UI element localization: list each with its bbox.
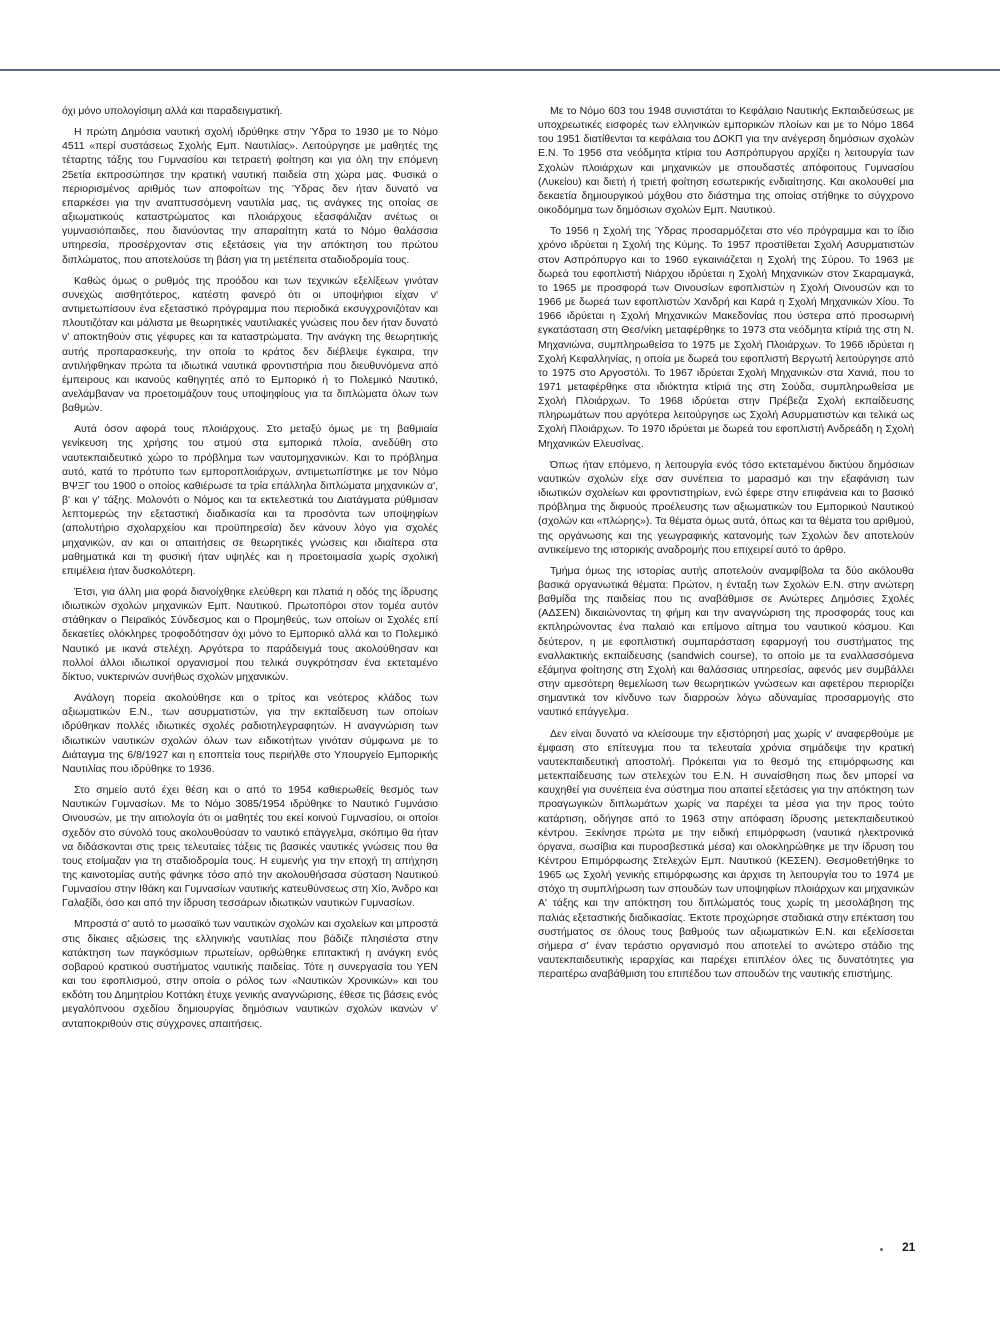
paragraph: Το 1956 η Σχολή της Ύδρας προσαρμόζεται στο νέο πρόγραμμα και το ίδιο χρόνο ιδρύεται η Σχολή της Κύμης. Το 1957 προστίθεται Σχολή Ασυρματιστών στον Ασπρόπυργο και το 1960 εγκαινιάζεται η Σχολή της Σύρου. Το 1963 με δωρεά του εφοπλιστή Νιάρχου ιδρύεται η Σχολή Μηχανικών στον Σκαραμαγκά, το 1965 με προσφορά των Οινουσίων εφοπλιστών η Σχολή Οινουσών και το 1966 με δωρεά των εφοπλιστών Χανδρή και Καρά η Σχολή Μηχανικών Χίου. Το 1966 ιδρύεται η Σχολή Μηχανικών Μακεδονίας που ύστερα από προσωρινή εγκατάσταση στη Θεσ/νίκη μεταφέρθηκε το 1973 στα νεόδμητα κτίριά της στη Ν. Μηχανιώνα, συμπληρωθείσα το 1975 με Σχολή Πλοιάρχων. Το 1966 ιδρύεται η Σχολή Κεφαλληνίας, η οποία με δωρεά του εφοπλιστή Βεργωτή λειτούργησε από το 1975 στο Αργοστόλι. Το 1967 ιδρύεται Σχολή Μηχανικών στα Χανιά, που το 1971 μεταφέρθηκε στα ιδιόκτητα κτίριά της στη Σούδα, συμπληρωθείσα με Σχολή Πλοιάρχων. Το 1968 ιδρύεται στην Πρέβεζα Σχολή εκπαίδευσης πληρωμάτων που αργότερα λειτούργησε ως Σχολή Ασυρματιστών και τελικά ως Σχολή Πλοιάρχων. Το 1970 ιδρύεται με δωρεά του εφοπλιστή Ανδρεάδη η Σχολή Μηχανικών Ελευσίνας. — [538, 225, 914, 450]
left-text-column — [62, 104, 438, 1038]
right-text-column — [538, 104, 914, 988]
paragraph: Όπως ήταν επόμενο, η λειτουργία ενός τόσο εκτεταμένου δικτύου δημόσιων ναυτικών σχολών είχε σαν συνέπεια το μαρασμό και την εξαφάνιση των ιδιωτικών σχολείων και φροντιστηρίων, ενώ έφερε στην επιφάνεια και το βασικό πρόβλημα της διφυούς προέλευσης των αξιωματικών του Εμπορικού Ναυτικού (σχολών και «πλώρης»). Τα θέματα όμως αυτά, όπως και τα θέματα του αριθμού, της οργάνωσης και της γεωγραφικής κατανομής των Σχολών δεν αποτελούν αντικείμενο της ιστορικής αναδρομής που επιχειρεί αυτό το άρθρο. — [538, 458, 914, 556]
paragraph: Στο σημείο αυτό έχει θέση και ο από το 1954 καθιερωθείς θεσμός των Ναυτικών Γυμνασίων. Με το Νόμο 3085/1954 ιδρύθηκε το Ναυτικό Γυμνάσιο Οινουσών, με την αιτιολογία ότι οι μαθητές του εκεί κοινού Γυμνασίου, οι οποίοι σχεδόν στο σύνολό τους ακολουθούσαν το ναυτικό επάγγελμα, σκόπιμο θα ήταν να διδάσκονται στις τρεις τελευταίες τάξεις τις βασικές ναυτικές γνώσεις που θα τους ετοίμαζαν για τη σταδιοδρομία τους. Η ευμενής για την εποχή τη απήχηση της καινοτομίας αυτής φάνηκε τόσο από την ακολουθήσασα σύσταση Ναυτικού Γυμνασίου στην Ιθάκη και Γυμνασίων ναυτικής κατευθύνσεως στη Χίο, Άνδρο και Γαλαξίδι, όσο και από την ίδρυση τεσσάρων ιδιωτικών ναυτικών Γυμνασίων. — [62, 784, 438, 910]
paragraph: Έτσι, για άλλη μια φορά διανοίχθηκε ελεύθερη και πλατιά η οδός της ίδρυσης ιδιωτικών σχολών μηχανικών Εμπ. Ναυτικού. Πρωτοπόροι στον τομέα αυτόν στάθηκαν ο Πειραϊκός Σύνδεσμος και ο Προμηθεύς, των οποίων οι Σχολές επί δεκαετίες ολόκληρες τροφοδότησαν όχι μόνο το Εμπορικό αλλά και το Πολεμικό Ναυτικό με ικανά στελέχη. Αργότερα το παράδειγμά τους ακολούθησαν και πολλοί άλλοι ιδιωτικοί οργανισμοί που τελικά συγκρότησαν ένα εκτεταμένο δίκτυο, νυκτερινών συνήθως σχολών μηχανικών. — [62, 586, 438, 683]
paragraph: Μπροστά σ' αυτό το μωσαϊκό των ναυτικών σχολών και σχολείων και μπροστά στις δίκαιες αξιώσεις της ελληνικής ναυτιλίας που βάδιζε πλησιέστα στην κατάκτηση των παγκόσμιων πρωτείων, ορθώθηκε επιτακτική η ανάγκη ενός σοβαρού κρατικού συστήματος ναυτικής παιδείας. Τότε η συνεργασία του ΥΕΝ και του εφοπλισμού, στην οποία ο ρόλος των «Ναυτικών Χρονικών» και του εκδότη του Δημητρίου Κοττάκη έτυχε γενικής αναγνώρισης, έθεσε τις βάσεις ενός μεγαλόπνοου σχεδίου δημιουργίας δημόσιων ναυτικών σχολών ικανών ν' ανταποκριθούν στις σύγχρονες απαιτήσεις. — [62, 918, 438, 1030]
paragraph: Η πρώτη Δημόσια ναυτική σχολή ιδρύθηκε στην Ύδρα το 1930 με το Νόμο 4511 «περί συστάσεως Σχολής Εμπ. Ναυτιλίας». Λειτούργησε με μαθητές της τέταρτης τάξης του Γυμνασίου και τετραετή φοίτηση και για όλη την επόμενη 25ετία εκπροσώπησε την κρατική ναυτική παιδεία στη χώρα μας. Φυσικά ο περιορισμένος αριθμός των αποφοίτων της Ύδρας δεν ήταν δυνατό να επαρκέσει για την αναπτυσσόμενη ναυτιλία μας, τις ανάγκες της οποίας σε αξιωματικούς καταστρώματος και πλοιάρχους εξασφάλιζαν ανέτως οι γυμνασιόπαιδες, που διανύοντας την απαραίτητη κατά το Νόμο θαλάσσια υπηρεσία, προσέρχονταν στις εξετάσεις για την απόκτηση του πρώτου διπλώματος, που αποτελούσε τη βάση για τη μετέπειτα σταδιοδρομία τους. — [62, 126, 438, 266]
page-marker-dot — [880, 1248, 883, 1251]
paragraph: Αυτά όσον αφορά τους πλοιάρχους. Στο μεταξύ όμως με τη βαθμιαία γενίκευση της χρήσης του ατμού στα εμπορικά πλοία, ανεδύθη στο ναυτεκπαιδευτικό χώρο το πρόβλημα των ναυτομηχανικών. Και το πρόβλημα αυτό, κατά το πρότυπο των εμποροπλοιάρχων, αντιμετωπίστηκε με τον Νόμο ΒΨΞΓ του 1900 ο οποίος καθιέρωσε τα τρία επάλληλα διπλώματα μηχανικών α', β' και γ' τάξης. Μολονότι ο Νόμος και τα εκτελεστικά του Διατάγματα ρύθμισαν λεπτομερώς την εξεταστική διαδικασία και τα προσόντα των υποψηφίων (απολυτήριο σχολαρχείου και προϋπηρεσία) δεν κάνουν λόγο για σχολές μηχανικών, αν και οι απαιτήσεις σε θεωρητικές γνώσεις και ιδιαίτερα στα μαθηματικά και τη φυσική ήταν υψηλές και η προετοιμασία χωρίς σχολική επιμέλεια ήταν δυσκολότερη. — [62, 423, 438, 577]
paragraph: Δεν είναι δυνατό να κλείσουμε την εξιστόρησή μας χωρίς ν' αναφερθούμε με έμφαση στο επίτευγμα που τα τελευταία χρόνια σημάδεψε την κρατική ναυτεκπαιδευτική αποστολή. Πρόκειται για το θεσμό της επιμόρφωσης και μετεκπαίδευσης των στελεχών του Ε.Ν. Η συναίσθηση πως δεν μπορεί να καυχηθεί για συνέπεια ένα σύστημα που απαιτεί εξετάσεις για την απόκτηση των προαγωγικών διπλωμάτων χωρίς να παρέχει τα μέσα για την προς τούτο κατάρτιση, οδήγησε από το 1963 στην απόφαση ίδρυσης μετεκπαιδευτικού κέντρου. Ξεκίνησε πρώτα με την ειδική επιμόρφωση (ναυτικά ηλεκτρονικά όργανα, σωσίβια και πυροσβεστικά μέσα) και ολοκληρώθηκε με την ίδρυση του Κέντρου Επιμόρφωσης Στελεχών Εμπ. Ναυτικού (ΚΕΣΕΝ). Θεσμοθετήθηκε το 1965 ως Σχολή γενικής επιμόρφωσης και άρχισε τη λειτουργία του το 1974 με στόχο τη συμπλήρωση των σπουδών των υποψηφίων πλοιάρχων και μηχανικών Α' τάξης και την απόκτηση του διπλώματός τους χωρίς τη μεσολάβηση της παλιάς εξεταστικής διαδικασίας. Έκτοτε προχώρησε σταδιακά στην επέκταση του συστήματος σε όλους τους βαθμούς των αξιωματικών Ε.Ν. και εξελίσσεται σήμερα σ' έναν τεράστιο οργανισμό που αποτελεί το ανώτερο στάδιο της ναυτεκπαιδευτικής ιεραρχίας και παρέχει επιπλέον όλες τις δυνατότητες για περαιτέρω αναβάθμιση του επιπέδου των σπουδών της ναυτικής επιστήμης. — [538, 727, 914, 981]
paragraph: Ανάλογη πορεία ακολούθησε και ο τρίτος και νεότερος κλάδος των αξιωματικών Ε.Ν., των ασυρματιστών, για την εκπαίδευση των οποίων ιδρύθηκαν πολλές ιδιωτικές σχολές ραδιοτηλεγραφητών. Η αναγνώριση των ιδιωτικών ναυτικών σχολών όλων των ειδικοτήτων γινόταν σύμφωνα με το Διάταγμα της 6/8/1927 και η εποπτεία τους περιήλθε στο Υπουργείο Εμπορικής Ναυτιλίας που ιδρύθηκε το 1936. — [62, 692, 438, 775]
paragraph: Καθώς όμως ο ρυθμός της προόδου και των τεχνικών εξελίξεων γινόταν συνεχώς αισθητότερος, κατέστη φανερό ότι οι υποψήφιοι είχαν ν' αντιμετωπίσουν ένα εξεταστικό πρόγραμμα που περιοδικά εκσυγχρονιζόταν και πλουτιζόταν και μάλιστα με θεωρητικές ναυτιλιακές γνώσεις που δεν ήταν δυνατό ν' αποκτηθούν στις γέφυρες και τα καταστρώματα. Την ανάγκη της θεωρητικής αυτής προπαρασκευής, την οποία το κράτος δεν διέβλεψε έγκαιρα, την αντιλήφθηκαν πρώτα τα ιδιωτικά ναυτικά φροντιστήρια που διευθυνόμενα από έμπειρους και ικανούς καθηγητές από το Εμπορικό ή το Πολεμικό Ναυτικό, ανελάμβαναν να προετοιμάζουν τους υποψηφίους για τα διπλώματα όλων των βαθμών. — [62, 274, 438, 415]
paragraph: όχι μόνο υπολογίσιμη αλλά και παραδειγματική. — [62, 105, 283, 117]
header-rule — [0, 69, 1000, 71]
page-number: 21 — [902, 1240, 916, 1254]
paragraph: Με το Νόμο 603 του 1948 συνιστάται το Κεφάλαιο Ναυτικής Εκπαιδεύσεως με υποχρεωτικές εισφορές των ελληνικών εμπορικών πλοίων και με το Νόμο 1864 του 1951 διατίθενται τα κεφάλαια του ΔΟΚΠ για την ανέγερση δημόσιων σχολών Ε.Ν. Το 1956 στα νεόδμητα κτίρια του Ασπρόπυργου αρχίζει η λειτουργία των Σχολών πλοιάρχων και μηχανικών με σπουδαστές απόφοιτους Γυμνασίου (Λυκείου) και διετή ή τριετή φοίτηση εσωτερικής ενδιαίτησης. Και ακολουθεί μια δεκαετία δημιουργικού μόχθου στο διάστημα της οποίας στήθηκε το σύγχρονο οικοδόμημα των δημόσιων σχολών Εμπ. Ναυτικού. — [538, 105, 914, 217]
paragraph: Τμήμα όμως της ιστορίας αυτής αποτελούν αναμφίβολα τα δύο ακόλουθα βασικά οργανωτικά θέματα: Πρώτον, η ένταξη των Σχολών Ε.Ν. στην ανώτερη βαθμίδα της παιδείας που τις αναβάθμισε σε Ανώτερες Δημόσιες Σχολές (ΑΔΣΕΝ) δικαιώνοντας τη φήμη και την αναγνώριση της προσφοράς τους και εκπληρώνοντας ένα παλαιό και επίμονο αίτημα του ναυτικού κόσμου. Και δεύτερον, η με εφοπλιστική συμπαράσταση εφαρμογή του συστήματος της εναλλακτικής εκπαίδευσης (sandwich course), το οποίο με τα εναλλασσόμενα εξάμηνα φοίτησης στη Σχολή και θαλάσσιας υπηρεσίας, αφενός μεν συμβάλλει στην αμεσότερη θεμελίωση των θεωρητικών γνώσεων και αφετέρου περιορίζει σημαντικά τον κίνδυνο των διαρροών λόγω αδυναμίας προσαρμογής στο ναυτικό επάγγελμα. — [538, 564, 914, 719]
